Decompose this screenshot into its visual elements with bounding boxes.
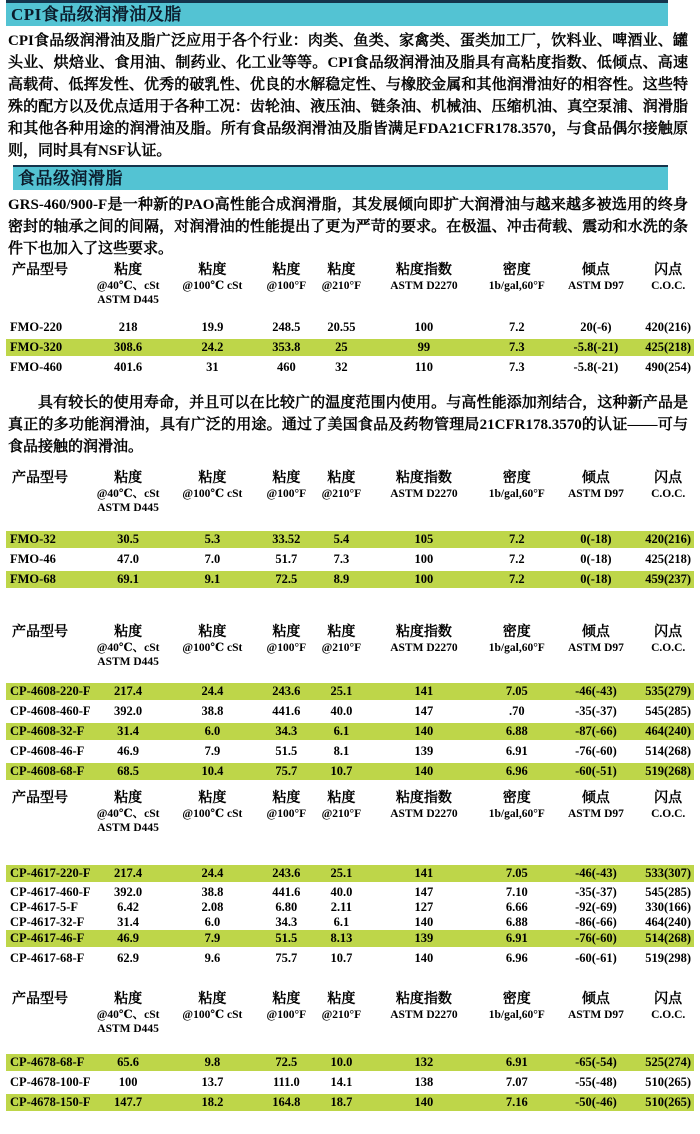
value-cell: 217.4 bbox=[114, 684, 143, 698]
value-cell: 10.7 bbox=[330, 764, 353, 778]
value-cell: 141 bbox=[414, 866, 434, 880]
column-header: 粘度 @100°F bbox=[266, 992, 307, 1021]
table-row bbox=[6, 339, 694, 356]
value-cell: 65.6 bbox=[117, 1055, 140, 1069]
value-cell: 10.0 bbox=[330, 1055, 353, 1069]
product-model: FMO-32 bbox=[10, 532, 56, 546]
value-cell: -35(-37) bbox=[575, 704, 617, 718]
value-cell: 32 bbox=[335, 360, 348, 374]
column-header: 密度 1b/gal,60°F bbox=[488, 625, 545, 654]
table-header-row bbox=[6, 262, 694, 307]
value-cell: 105 bbox=[414, 532, 434, 546]
value-cell: 6.0 bbox=[204, 724, 221, 738]
table-header-row bbox=[6, 624, 694, 669]
value-cell: 243.6 bbox=[272, 684, 301, 698]
value-cell: 47.0 bbox=[117, 552, 140, 566]
value-cell: 51.5 bbox=[275, 744, 298, 758]
value-cell: 72.5 bbox=[275, 572, 298, 586]
table-row bbox=[6, 915, 694, 929]
column-header: 粘度 @210°F bbox=[321, 992, 362, 1021]
table-row bbox=[6, 930, 694, 947]
column-header: 粘度指数 ASTM D2270 bbox=[390, 471, 458, 500]
column-header: 密度 1b/gal,60°F bbox=[488, 471, 545, 500]
value-cell: 18.7 bbox=[330, 1095, 353, 1109]
product-model: CP-4608-460-F bbox=[10, 704, 91, 718]
spec-table-cp4678 bbox=[6, 991, 694, 1111]
value-cell: 353.8 bbox=[272, 340, 301, 354]
column-header: 产品型号 bbox=[12, 992, 68, 1007]
value-cell: 46.9 bbox=[117, 744, 140, 758]
value-cell: 62.9 bbox=[117, 951, 140, 965]
value-cell: -46(-43) bbox=[575, 866, 617, 880]
mid-paragraph: 具有较长的使用寿命，并且可以在比较广的温度范围内使用。与高性能添加剂结合，这种新产品是真正的多功能润滑油，具有广泛的用途。通过了美国食品及药物管理局21CFR178.3570的认证——可与食品接触的润滑油。 bbox=[8, 395, 688, 455]
spec-table-fmo-light bbox=[6, 470, 694, 588]
value-cell: 40.0 bbox=[330, 704, 353, 718]
value-cell: 100 bbox=[118, 1075, 138, 1089]
value-cell: -50(-46) bbox=[575, 1095, 617, 1109]
value-cell: -87(-66) bbox=[575, 724, 617, 738]
intro-paragraph: CPI食品级润滑油及脂广泛应用于各个行业：肉类、鱼类、家禽类、蛋类加工厂，饮料业、啤酒业、罐头业、烘焙业、食用油、制药业、化工业等等。CPI食品级润滑油及脂具有高粘度指数、低倾点、高速高载荷、低挥发性、优秀的破乳性、优良的水解稳定性、与橡胶金属和其他润滑油好的相容性。这些特殊的配方以及优点适用于各种工况：齿轮油、液压油、链条油、机械油、压缩机油、真空泵浦、润滑脂和其他各种用途的润滑油及脂。所有食品级润滑油及脂皆满足FDA21CFR178.3570，与食品偶尔接触原则，同时具有NSF认证。 bbox=[8, 33, 688, 159]
value-cell: 147 bbox=[414, 704, 434, 718]
value-cell: 138 bbox=[414, 1075, 434, 1089]
value-cell: 141 bbox=[414, 684, 434, 698]
product-model: FMO-220 bbox=[10, 320, 63, 334]
value-cell: 99 bbox=[417, 340, 431, 354]
column-header: 闪点 C.O.C. bbox=[651, 263, 686, 292]
value-cell: 401.6 bbox=[114, 360, 143, 374]
column-header: 粘度 @100°F bbox=[266, 263, 307, 292]
value-cell: 164.8 bbox=[272, 1095, 301, 1109]
column-header: 粘度 @40℃、cSt ASTM D445 bbox=[96, 263, 160, 306]
value-cell: 420(216) bbox=[645, 532, 692, 546]
table-row bbox=[6, 743, 694, 760]
column-header: 粘度 @100°F bbox=[266, 471, 307, 500]
table-row bbox=[6, 1094, 694, 1111]
value-cell: 25 bbox=[335, 340, 348, 354]
value-cell: 140 bbox=[414, 724, 434, 738]
value-cell: 460 bbox=[276, 360, 296, 374]
column-header: 粘度 @40℃、cSt ASTM D445 bbox=[96, 791, 160, 834]
column-header: 闪点 C.O.C. bbox=[651, 791, 686, 820]
value-cell: 308.6 bbox=[114, 340, 143, 354]
product-model: FMO-460 bbox=[10, 360, 63, 374]
table-row bbox=[6, 900, 694, 914]
column-header: 粘度 @100℃ cSt bbox=[182, 471, 243, 500]
column-header: 粘度 @210°F bbox=[321, 791, 362, 820]
value-cell: 7.07 bbox=[505, 1075, 528, 1089]
table-row bbox=[6, 359, 694, 376]
value-cell: 510(265) bbox=[645, 1075, 692, 1089]
column-header: 粘度 @100°F bbox=[266, 791, 307, 820]
value-cell: 33.52 bbox=[272, 532, 301, 546]
value-cell: -60(-61) bbox=[575, 951, 617, 965]
value-cell: 6.42 bbox=[117, 900, 140, 914]
section-header-grease bbox=[13, 165, 668, 190]
value-cell: 6.88 bbox=[505, 724, 528, 738]
value-cell: 46.9 bbox=[117, 931, 140, 945]
value-cell: 10.4 bbox=[201, 764, 224, 778]
value-cell: 140 bbox=[414, 915, 434, 929]
column-header: 粘度 @40℃、cSt ASTM D445 bbox=[96, 471, 160, 514]
product-model: CP-4678-150-F bbox=[10, 1095, 91, 1109]
value-cell: 425(218) bbox=[645, 552, 692, 566]
value-cell: 9.1 bbox=[204, 572, 221, 586]
value-cell: 13.7 bbox=[201, 1075, 224, 1089]
column-header: 闪点 C.O.C. bbox=[651, 471, 686, 500]
column-header: 倾点 ASTM D97 bbox=[567, 791, 624, 820]
column-header: 产品型号 bbox=[12, 471, 68, 486]
value-cell: 8.1 bbox=[333, 744, 350, 758]
table-header-row bbox=[6, 470, 694, 515]
product-model: CP-4617-32-F bbox=[10, 915, 85, 929]
value-cell: 392.0 bbox=[114, 885, 143, 899]
value-cell: -5.8(-21) bbox=[573, 360, 619, 374]
value-cell: 147 bbox=[414, 885, 434, 899]
value-cell: 75.7 bbox=[275, 764, 298, 778]
value-cell: 7.9 bbox=[204, 744, 221, 758]
table-row bbox=[6, 571, 694, 588]
value-cell: 7.2 bbox=[508, 532, 525, 546]
value-cell: 38.8 bbox=[201, 704, 224, 718]
value-cell: 7.2 bbox=[508, 572, 525, 586]
value-cell: 31 bbox=[206, 360, 219, 374]
value-cell: 9.6 bbox=[204, 951, 221, 965]
value-cell: 7.05 bbox=[505, 684, 528, 698]
value-cell: 425(218) bbox=[645, 340, 692, 354]
value-cell: 6.91 bbox=[505, 1055, 528, 1069]
value-cell: -76(-60) bbox=[575, 931, 617, 945]
value-cell: 7.2 bbox=[508, 552, 525, 566]
column-header: 粘度 @100℃ cSt bbox=[182, 625, 243, 654]
value-cell: 218 bbox=[118, 320, 138, 334]
section-title-main: CPI食品级润滑油及脂 bbox=[11, 5, 182, 24]
product-model: FMO-68 bbox=[10, 572, 56, 586]
product-model: CP-4678-68-F bbox=[10, 1055, 85, 1069]
value-cell: -92(-69) bbox=[575, 900, 617, 914]
table-row bbox=[6, 703, 694, 720]
table-row bbox=[6, 950, 694, 967]
value-cell: 7.3 bbox=[333, 552, 350, 566]
table-body bbox=[6, 319, 694, 376]
value-cell: 7.0 bbox=[204, 552, 221, 566]
value-cell: 8.9 bbox=[333, 572, 350, 586]
value-cell: 140 bbox=[414, 951, 434, 965]
column-header: 粘度 @40℃、cSt ASTM D445 bbox=[96, 625, 160, 668]
value-cell: 51.5 bbox=[275, 931, 298, 945]
spec-table-cp4608 bbox=[6, 624, 694, 780]
value-cell: 514(268) bbox=[645, 744, 692, 758]
column-header: 倾点 ASTM D97 bbox=[567, 992, 624, 1021]
section-header-main bbox=[6, 0, 668, 26]
value-cell: 490(254) bbox=[645, 360, 692, 374]
value-cell: 9.8 bbox=[204, 1055, 221, 1069]
value-cell: 127 bbox=[414, 900, 434, 914]
value-cell: 519(298) bbox=[645, 951, 692, 965]
column-header: 倾点 ASTM D97 bbox=[567, 625, 624, 654]
value-cell: -76(-60) bbox=[575, 744, 617, 758]
value-cell: 464(240) bbox=[645, 915, 692, 929]
value-cell: 68.5 bbox=[117, 764, 140, 778]
column-header: 闪点 C.O.C. bbox=[651, 992, 686, 1021]
product-model: CP-4608-220-F bbox=[10, 684, 91, 698]
value-cell: 132 bbox=[414, 1055, 434, 1069]
value-cell: -60(-51) bbox=[575, 764, 617, 778]
product-model: CP-4608-32-F bbox=[10, 724, 85, 738]
value-cell: 545(285) bbox=[645, 704, 692, 718]
value-cell: 7.9 bbox=[204, 931, 221, 945]
value-cell: 464(240) bbox=[645, 724, 692, 738]
column-header: 倾点 ASTM D97 bbox=[567, 263, 624, 292]
column-header: 粘度指数 ASTM D2270 bbox=[390, 625, 458, 654]
value-cell: 31.4 bbox=[117, 915, 140, 929]
value-cell: 14.1 bbox=[330, 1075, 353, 1089]
value-cell: 34.3 bbox=[275, 724, 298, 738]
value-cell: 5.4 bbox=[333, 532, 350, 546]
value-cell: 243.6 bbox=[272, 866, 301, 880]
value-cell: 533(307) bbox=[645, 866, 692, 880]
value-cell: 139 bbox=[414, 931, 434, 945]
table-body bbox=[6, 683, 694, 780]
column-header: 产品型号 bbox=[12, 791, 68, 806]
value-cell: -55(-48) bbox=[575, 1075, 617, 1089]
value-cell: 459(237) bbox=[645, 572, 692, 586]
table-row bbox=[6, 551, 694, 568]
product-model: CP-4617-46-F bbox=[10, 931, 85, 945]
table-row bbox=[6, 865, 694, 882]
table-row bbox=[6, 319, 694, 336]
value-cell: 147.7 bbox=[114, 1095, 143, 1109]
column-header: 粘度 @210°F bbox=[321, 471, 362, 500]
value-cell: 6.1 bbox=[333, 915, 350, 929]
value-cell: 6.96 bbox=[505, 764, 528, 778]
value-cell: 420(216) bbox=[645, 320, 692, 334]
product-model: CP-4617-460-F bbox=[10, 885, 91, 899]
value-cell: 6.91 bbox=[505, 931, 528, 945]
column-header: 粘度指数 ASTM D2270 bbox=[390, 263, 458, 292]
value-cell: 6.88 bbox=[505, 915, 528, 929]
table-row bbox=[6, 531, 694, 548]
value-cell: 25.1 bbox=[330, 866, 353, 880]
product-model: CP-4617-68-F bbox=[10, 951, 85, 965]
value-cell: 20.55 bbox=[327, 320, 356, 334]
value-cell: 100 bbox=[414, 572, 434, 586]
value-cell: -86(-66) bbox=[575, 915, 617, 929]
value-cell: 10.7 bbox=[330, 951, 353, 965]
product-model: CP-4678-100-F bbox=[10, 1075, 91, 1089]
value-cell: 217.4 bbox=[114, 866, 143, 880]
column-header: 粘度 @210°F bbox=[321, 263, 362, 292]
value-cell: 100 bbox=[414, 320, 434, 334]
value-cell: 24.4 bbox=[201, 684, 224, 698]
value-cell: 139 bbox=[414, 744, 434, 758]
value-cell: 535(279) bbox=[645, 684, 692, 698]
value-cell: 6.1 bbox=[333, 724, 350, 738]
value-cell: 514(268) bbox=[645, 931, 692, 945]
value-cell: 38.8 bbox=[201, 885, 224, 899]
value-cell: 75.7 bbox=[275, 951, 298, 965]
value-cell: 69.1 bbox=[117, 572, 140, 586]
product-model: CP-4617-220-F bbox=[10, 866, 91, 880]
column-header: 粘度指数 ASTM D2270 bbox=[390, 791, 458, 820]
value-cell: -35(-37) bbox=[575, 885, 617, 899]
value-cell: 7.10 bbox=[505, 885, 528, 899]
value-cell: .70 bbox=[508, 704, 525, 718]
value-cell: 25.1 bbox=[330, 684, 353, 698]
value-cell: 510(265) bbox=[645, 1095, 692, 1109]
column-header: 粘度 @100℃ cSt bbox=[182, 992, 243, 1021]
product-model: CP-4617-5-F bbox=[10, 900, 79, 914]
product-model: FMO-46 bbox=[10, 552, 56, 566]
value-cell: 7.05 bbox=[505, 866, 528, 880]
value-cell: 7.3 bbox=[508, 340, 525, 354]
section-title-grease: 食品级润滑脂 bbox=[18, 169, 123, 188]
table-body bbox=[6, 865, 694, 967]
value-cell: 40.0 bbox=[330, 885, 353, 899]
value-cell: 0(-18) bbox=[580, 552, 612, 566]
value-cell: 519(268) bbox=[645, 764, 692, 778]
column-header: 粘度 @100°F bbox=[266, 625, 307, 654]
value-cell: 2.11 bbox=[330, 900, 352, 914]
value-cell: 0(-18) bbox=[580, 572, 612, 586]
table-row bbox=[6, 763, 694, 780]
value-cell: 140 bbox=[414, 1095, 434, 1109]
spec-table-cp4617 bbox=[6, 790, 694, 967]
value-cell: 20(-6) bbox=[580, 320, 612, 334]
value-cell: 8.13 bbox=[330, 931, 353, 945]
value-cell: 100 bbox=[414, 552, 434, 566]
value-cell: 19.9 bbox=[201, 320, 224, 334]
value-cell: 0(-18) bbox=[580, 532, 612, 546]
product-model: CP-4608-68-F bbox=[10, 764, 85, 778]
table-row bbox=[6, 1074, 694, 1091]
value-cell: 34.3 bbox=[275, 915, 298, 929]
column-header: 倾点 ASTM D97 bbox=[567, 471, 624, 500]
value-cell: 330(166) bbox=[645, 900, 692, 914]
value-cell: -5.8(-21) bbox=[573, 340, 619, 354]
column-header: 粘度 @100℃ cSt bbox=[182, 263, 243, 292]
column-header: 密度 1b/gal,60°F bbox=[488, 263, 545, 292]
value-cell: 18.2 bbox=[201, 1095, 224, 1109]
value-cell: 31.4 bbox=[117, 724, 140, 738]
column-header: 粘度指数 ASTM D2270 bbox=[390, 992, 458, 1021]
value-cell: 545(285) bbox=[645, 885, 692, 899]
value-cell: 6.66 bbox=[505, 900, 528, 914]
value-cell: 7.3 bbox=[508, 360, 525, 374]
value-cell: 51.7 bbox=[275, 552, 298, 566]
value-cell: 24.4 bbox=[201, 866, 224, 880]
grease-paragraph: GRS-460/900-F是一种新的PAO高性能合成润滑脂，其发展倾向即扩大润滑油与越来越多被选用的终身密封的轴承之间的间隔，对润滑油的性能提出了更为严苛的要求。在极温、冲击荷载、震动和水洗的条件下也加入了这些要求。 bbox=[8, 197, 688, 257]
value-cell: 30.5 bbox=[117, 532, 140, 546]
value-cell: -65(-54) bbox=[575, 1055, 617, 1069]
value-cell: 441.6 bbox=[272, 885, 301, 899]
value-cell: 6.96 bbox=[505, 951, 528, 965]
table-body bbox=[6, 1054, 694, 1111]
value-cell: 6.80 bbox=[275, 900, 298, 914]
table-body bbox=[6, 531, 694, 588]
value-cell: -46(-43) bbox=[575, 684, 617, 698]
column-header: 粘度 @40℃、cSt ASTM D445 bbox=[96, 992, 160, 1035]
product-model: CP-4608-46-F bbox=[10, 744, 85, 758]
table-row bbox=[6, 723, 694, 740]
table-row bbox=[6, 1054, 694, 1071]
spec-table-fmo-heavy bbox=[6, 262, 694, 376]
value-cell: 140 bbox=[414, 764, 434, 778]
value-cell: 24.2 bbox=[201, 340, 224, 354]
value-cell: 5.3 bbox=[204, 532, 221, 546]
table-row bbox=[6, 885, 694, 899]
value-cell: 110 bbox=[414, 360, 433, 374]
value-cell: 525(274) bbox=[645, 1055, 692, 1069]
value-cell: 392.0 bbox=[114, 704, 143, 718]
column-header: 闪点 C.O.C. bbox=[651, 625, 686, 654]
column-header: 密度 1b/gal,60°F bbox=[488, 791, 545, 820]
value-cell: 2.08 bbox=[201, 900, 224, 914]
value-cell: 72.5 bbox=[275, 1055, 298, 1069]
value-cell: 111.0 bbox=[272, 1075, 300, 1089]
value-cell: 7.16 bbox=[505, 1095, 528, 1109]
column-header: 粘度 @100℃ cSt bbox=[182, 791, 243, 820]
value-cell: 6.91 bbox=[505, 744, 528, 758]
table-header-row bbox=[6, 790, 694, 835]
value-cell: 7.2 bbox=[508, 320, 525, 334]
value-cell: 6.0 bbox=[204, 915, 221, 929]
table-row bbox=[6, 683, 694, 700]
value-cell: 248.5 bbox=[272, 320, 301, 334]
table-header-row bbox=[6, 991, 694, 1036]
column-header: 产品型号 bbox=[12, 263, 68, 278]
column-header: 密度 1b/gal,60°F bbox=[488, 992, 545, 1021]
column-header: 粘度 @210°F bbox=[321, 625, 362, 654]
column-header: 产品型号 bbox=[12, 625, 68, 640]
product-model: FMO-320 bbox=[10, 340, 63, 354]
value-cell: 441.6 bbox=[272, 704, 301, 718]
